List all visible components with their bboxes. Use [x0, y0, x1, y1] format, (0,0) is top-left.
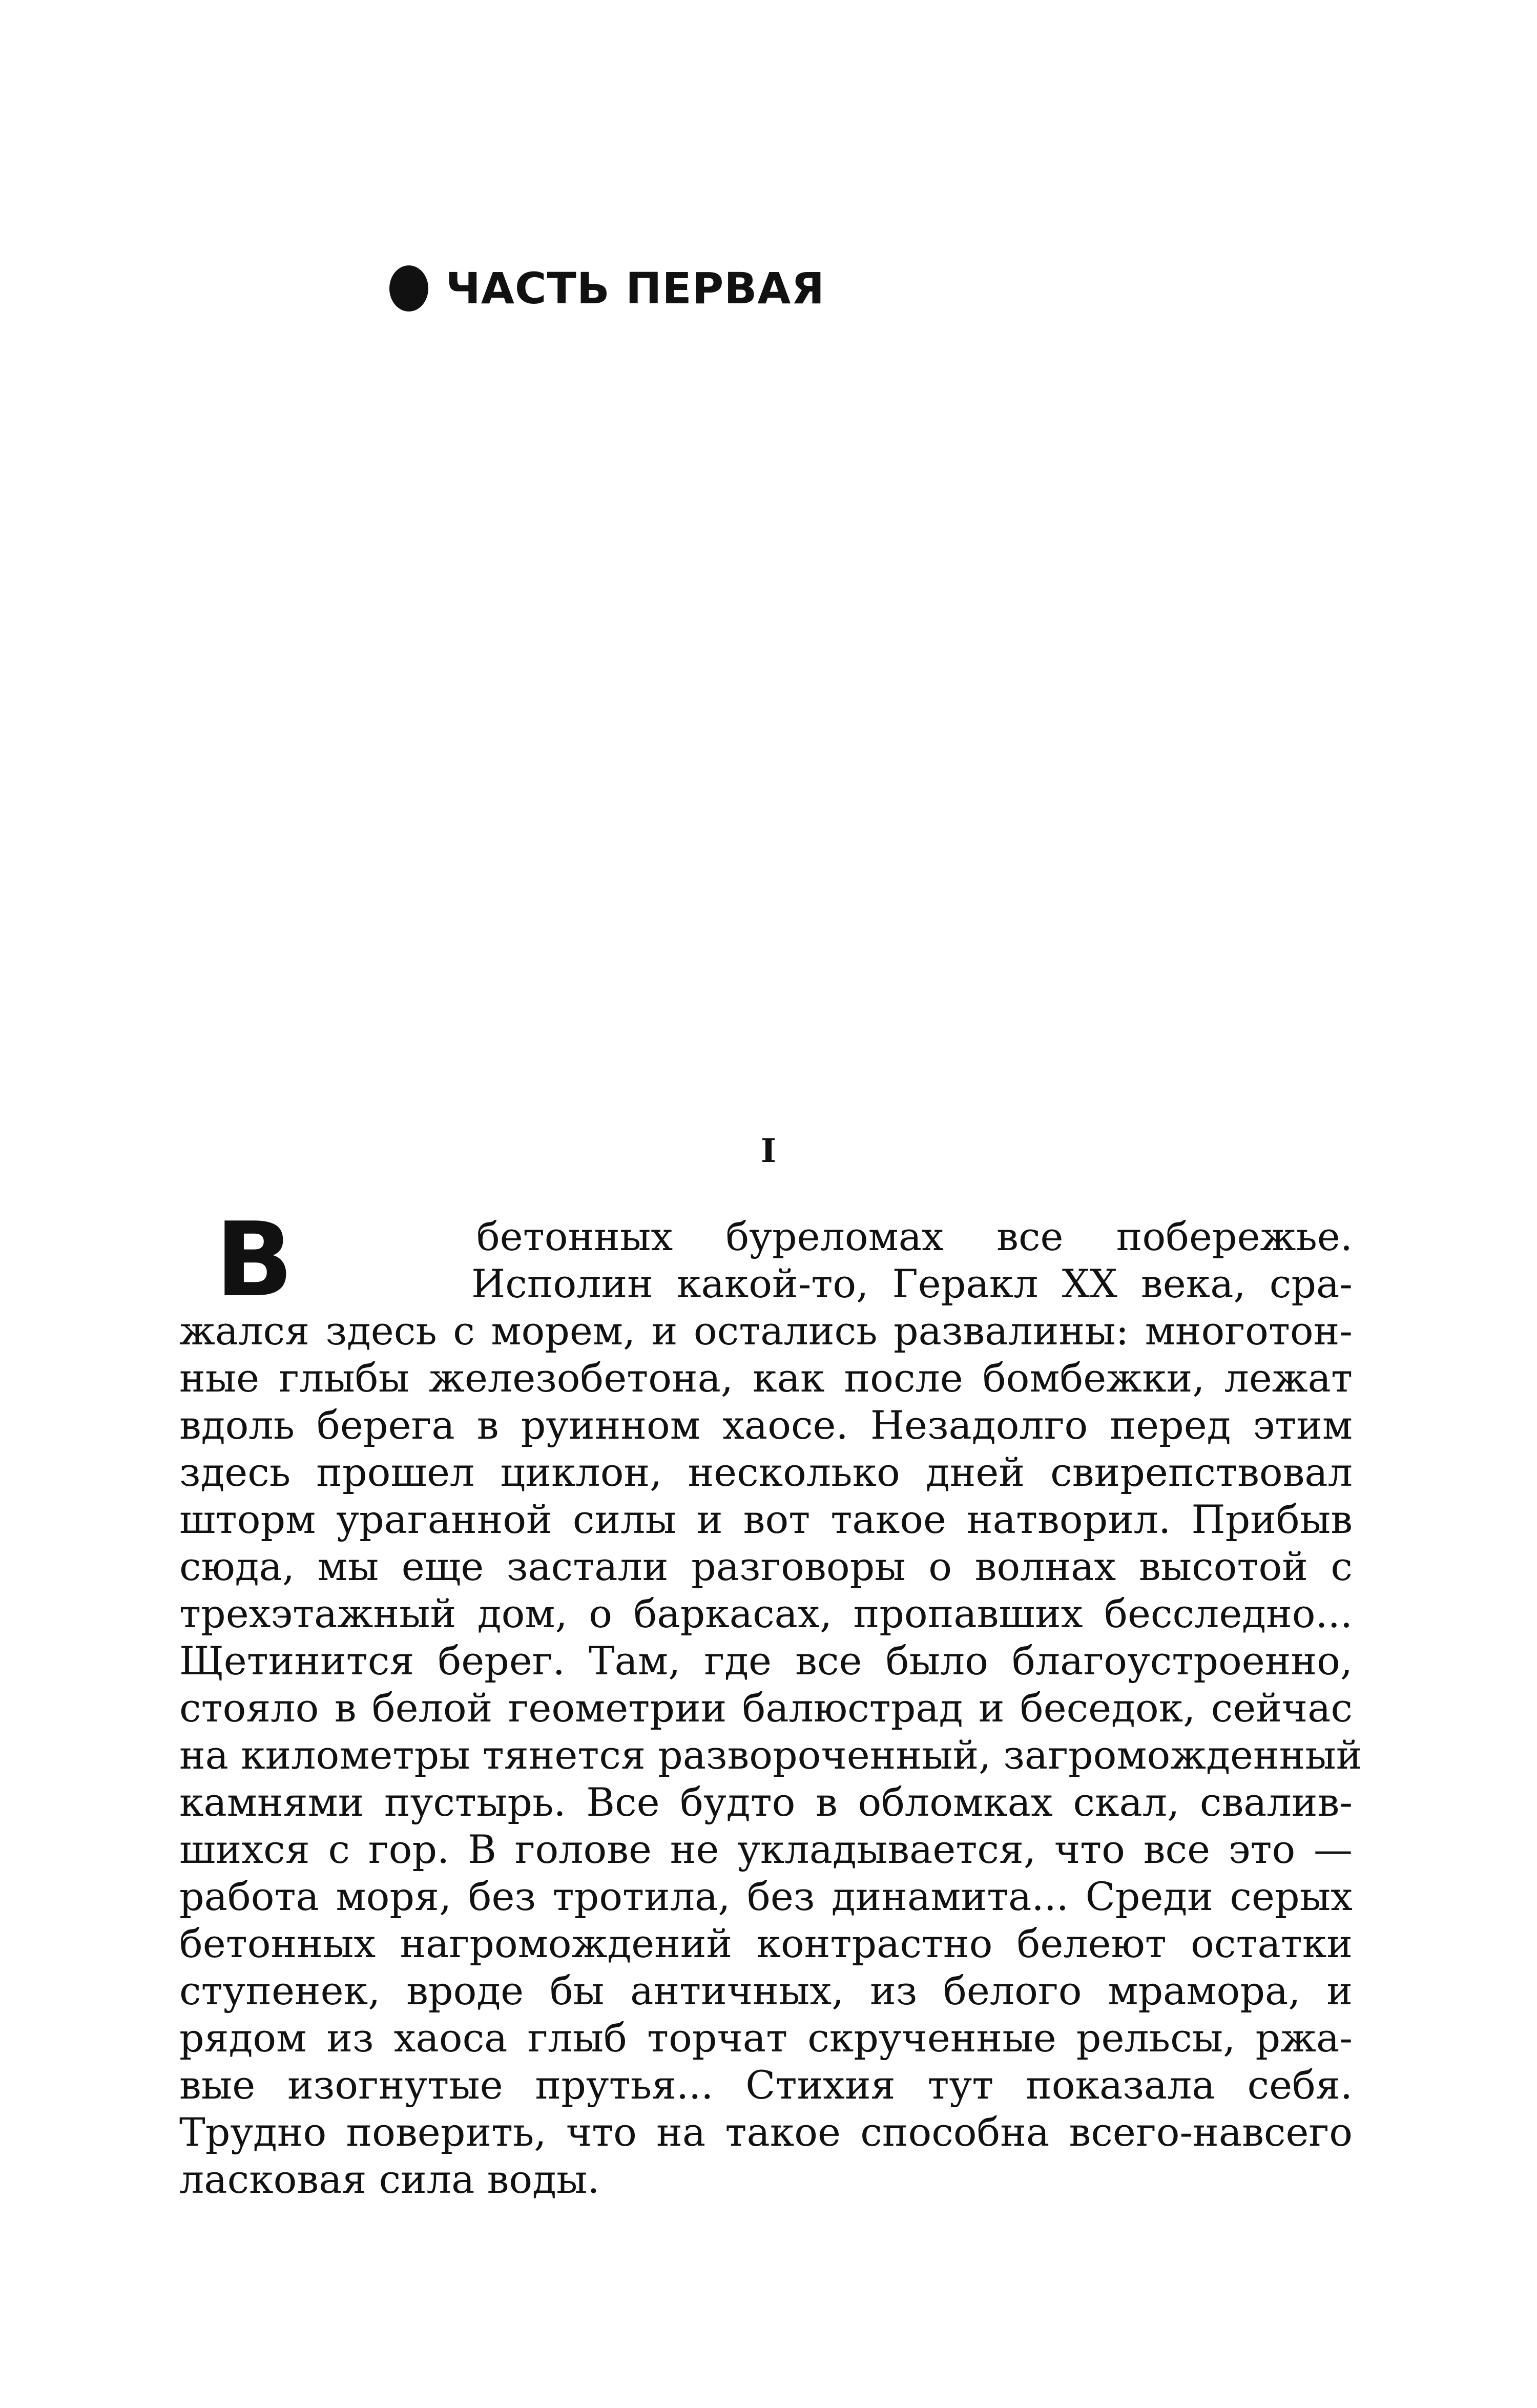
text-line: Трудно поверить, что на такое способна всего-навсего: [179, 2109, 1353, 2155]
part-heading: [389, 260, 825, 317]
text-line: вдоль берега в руинном хаосе. Незадолго перед этим: [179, 1402, 1353, 1448]
text-line: вые изогнутые прутья... Стихия тут показала себя.: [179, 2062, 1353, 2108]
text-line: жался здесь с морем, и остались развалины: многотон-: [179, 1308, 1353, 1354]
text-line: Исполин какой-то, Геракл XX века, сра-: [471, 1261, 1353, 1306]
text-line: рядом из хаоса глыб торчат скрученные рельсы, ржа-: [179, 2015, 1353, 2061]
chapter-number: I: [761, 1132, 776, 1170]
paragraph: [179, 1200, 1362, 2203]
part-title: ЧАСТЬ ПЕРВАЯ: [446, 263, 825, 314]
text-line: шторм ураганной силы и вот такое натворил. Прибыв: [179, 1497, 1353, 1542]
text-line: шихся с гор. В голове не укладывается, что все это —: [179, 1826, 1353, 1872]
text-line: сюда, мы еще застали разговоры о волнах высотой с: [179, 1544, 1353, 1589]
text-line: работа моря, без тротила, без динамита... Среди серых: [179, 1874, 1353, 1919]
bullet-icon: [389, 265, 428, 312]
text-line: стояло в белой геометрии балюстрад и беседок, сейчас: [179, 1685, 1353, 1731]
drop-cap: В: [215, 1200, 294, 1320]
text-line: бетонных нагромождений контрастно белеют остатки: [179, 1921, 1353, 1966]
text-line: камнями пустырь. Все будто в обломках скал, свалив-: [179, 1779, 1353, 1825]
text-line: ные глыбы железобетона, как после бомбежки, лежат: [179, 1355, 1353, 1401]
text-line: бетонных буреломах все побережье.: [476, 1214, 1353, 1259]
text-line: ласковая сила воды.: [179, 2156, 600, 2202]
text-line: здесь прошел циклон, несколько дней свирепствовал: [179, 1449, 1353, 1495]
text-line: Щетинится берег. Там, где все было благоустроенно,: [179, 1638, 1353, 1684]
text-line: ступенек, вроде бы античных, из белого мрамора, и: [179, 1968, 1353, 2013]
text-line: на километры тянется развороченный, загроможденный: [179, 1732, 1362, 1778]
text-line: трехэтажный дом, о баркасах, пропавших бесследно...: [179, 1591, 1353, 1636]
